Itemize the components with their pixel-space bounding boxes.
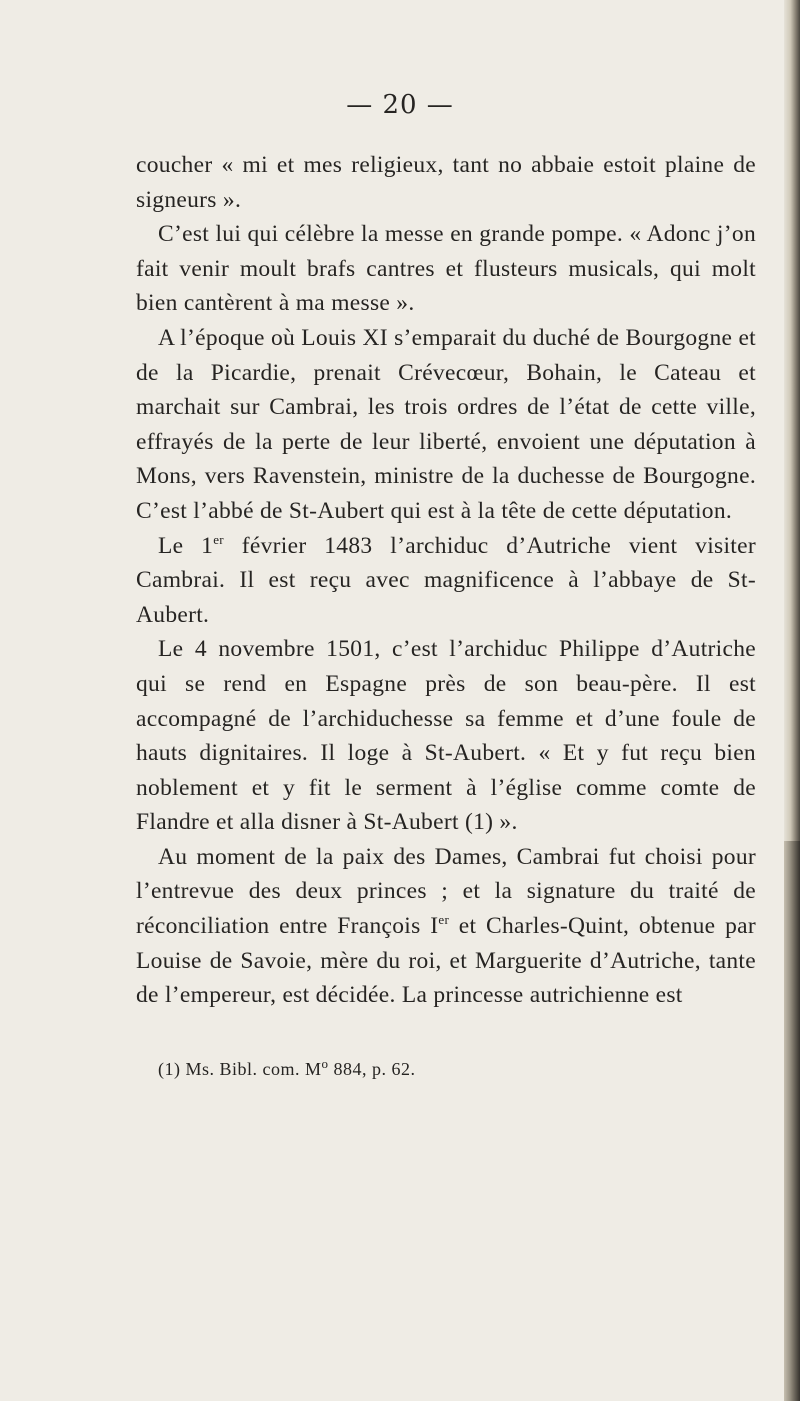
footnote-text: (1) Ms. Bibl. com. M [158,1059,322,1079]
paragraph-text: C’est lui qui célèbre la messe en grande pompe. « Adonc j’on fait venir moult brafs cantres et flusteurs musicals, qui molt bien cantèrent à ma messe ». [136,221,756,317]
page-number: — 20 — [346,90,454,120]
paragraph-text: coucher « mi et mes religieux, tant no abbaie estoit plaine de signeurs ». [136,152,756,213]
paragraph-text: février 1483 l’archiduc d’Autriche vient visiter Cambrai. Il est reçu avec magnificence à l’abbaye de St-Aubert. [136,532,756,628]
paragraph [136,148,756,217]
superscript: o [321,1056,329,1071]
paragraph [136,321,756,529]
superscript: er [213,531,224,547]
footnote [158,1057,758,1081]
paragraph [136,217,756,321]
paragraph-text: et Charles-Quint, obtenue par Louise de Savoie, mère du roi, et Marguerite d’Autriche, tante de l’empereur, est décidée. La princesse autrichienne est [136,913,756,1009]
paragraph-text: Le 1 [158,532,214,559]
paragraph [136,840,756,1013]
paragraph [136,529,756,633]
page-edge-shadow [784,0,800,1401]
body-text [136,148,756,1013]
superscript: er [438,912,450,928]
paragraph-text: Au moment de la paix des Dames, Cambrai fut choisi pour l’entrevue des deux princes ; et la signature du traité de réconciliation entre François I [136,843,756,940]
paragraph-text: Le 4 novembre 1501, c’est l’archiduc Philippe d’Autriche qui se rend en Espagne près de son beau-père. Il est accompagné de l’archiduchesse sa femme et d’une foule de hauts dignitaires. Il loge à St-Aubert. « Et y fut reçu bien noblement et y fit le serment à l’église comme comte de Flandre et alla disner à St-Aubert (1) ». [136,636,756,836]
paragraph [136,632,756,840]
paragraph-text: A l’époque où Louis XI s’emparait du duché de Bourgogne et de la Picardie, prenait Crévecœur, Bohain, le Cateau et marchait sur Cambrai, les trois ordres de l’état de cette ville, effrayés de la perte de leur liberté, envoient une députation à Mons, vers Ravenstein, ministre de la duchesse de Bourgogne. C’est l’abbé de St-Aubert qui est à la tête de cette députation. [136,324,756,524]
footnote-text: 884, p. 62. [328,1059,416,1079]
